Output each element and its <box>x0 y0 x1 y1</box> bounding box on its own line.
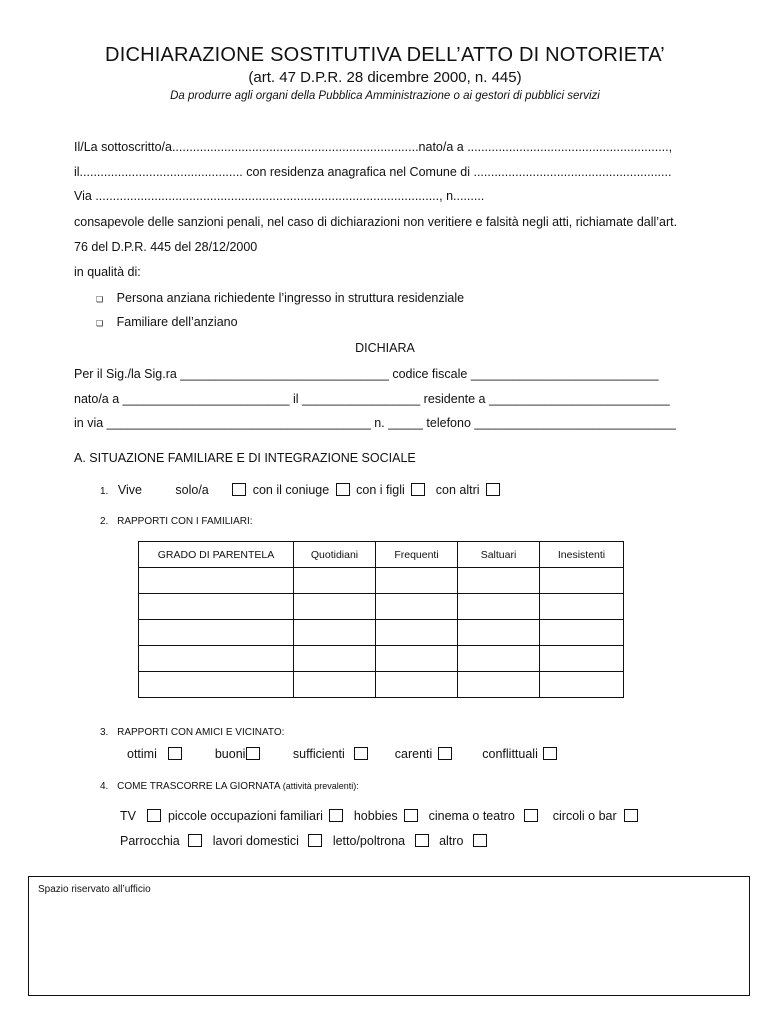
checkbox-bullet-icon[interactable]: ❑ <box>96 319 104 328</box>
item-4-label-suffix: (attività prevalenti): <box>282 781 359 791</box>
table-cell[interactable] <box>294 568 376 594</box>
declares-line-birth[interactable]: nato/a a ________________________ il _________________ residente a __________________________ <box>74 392 670 406</box>
table-cell[interactable] <box>376 568 458 594</box>
checkbox-tv[interactable] <box>147 809 161 822</box>
table-cell[interactable] <box>139 672 294 698</box>
option-elderly-label: Persona anziana richiedente l’ingresso in struttura residenziale <box>116 291 465 305</box>
checkbox-parish[interactable] <box>188 834 202 847</box>
table-cell[interactable] <box>540 568 624 594</box>
item-number: 2. <box>100 516 109 527</box>
checkbox-children[interactable] <box>411 483 425 496</box>
checkbox-housework[interactable] <box>308 834 322 847</box>
table-cell[interactable] <box>458 620 540 646</box>
table-cell[interactable] <box>294 672 376 698</box>
item-3-label-row <box>100 727 284 738</box>
table-row <box>139 646 624 672</box>
table-cell[interactable] <box>458 568 540 594</box>
option-bed-label: letto/poltrona <box>332 834 406 848</box>
option-spouse-label: con il coniuge <box>252 483 330 497</box>
option-parish-label: Parrocchia <box>120 834 180 848</box>
item-number: 4. <box>100 781 109 792</box>
checkbox-bed[interactable] <box>415 834 429 847</box>
table-cell[interactable] <box>458 594 540 620</box>
table-cell[interactable] <box>294 594 376 620</box>
checkbox-good[interactable] <box>246 747 260 760</box>
item-3-label: RAPPORTI CON AMICI E VICINATO: <box>117 727 285 738</box>
table-header: GRADO DI PARENTELA <box>139 542 294 568</box>
table-cell[interactable] <box>458 672 540 698</box>
item-4-row-2 <box>120 834 490 848</box>
table-row <box>139 672 624 698</box>
option-others-label: con altri <box>435 483 480 497</box>
checkbox-conflict[interactable] <box>543 747 557 760</box>
item-2-label: RAPPORTI CON I FAMILIARI: <box>117 516 253 527</box>
declares-heading: DICHIARA <box>355 341 415 355</box>
checkbox-cinema[interactable] <box>524 809 538 822</box>
page-title: DICHIARAZIONE SOSTITUTIVA DELL’ATTO DI NOTORIETA’ <box>105 44 665 66</box>
item-4-label-row <box>100 781 359 792</box>
checkbox-hobbies[interactable] <box>404 809 418 822</box>
option-family-tasks-label: piccole occupazioni familiari <box>167 809 323 823</box>
item-4-row-1 <box>120 809 641 823</box>
option-alone-label: solo/a <box>175 483 209 497</box>
option-other-label: altro <box>439 834 464 848</box>
page-subtitle: (art. 47 D.P.R. 28 dicembre 2000, n. 445) <box>248 69 522 86</box>
table-header: Inesistenti <box>540 542 624 568</box>
checkbox-club[interactable] <box>624 809 638 822</box>
table-cell[interactable] <box>540 646 624 672</box>
table-cell[interactable] <box>294 646 376 672</box>
table-cell[interactable] <box>139 646 294 672</box>
item-4-label: COME TRASCORRE LA GIORNATA <box>117 781 280 792</box>
option-conflict-label: conflittuali <box>482 747 538 761</box>
table-cell[interactable] <box>139 620 294 646</box>
checkbox-excellent[interactable] <box>168 747 182 760</box>
checkbox-alone[interactable] <box>232 483 246 496</box>
checkbox-bullet-icon[interactable]: ❑ <box>96 295 104 304</box>
intro-line-aware: consapevole delle sanzioni penali, nel caso di dichiarazioni non veritiere e falsità negli atti, richiamate dall’art. <box>74 215 678 229</box>
item-number: 1. <box>100 486 109 497</box>
table-cell[interactable] <box>540 672 624 698</box>
option-tv-label: TV <box>120 809 136 823</box>
option-club-label: circoli o bar <box>552 809 617 823</box>
checkbox-poor[interactable] <box>438 747 452 760</box>
option-relative[interactable] <box>96 315 238 329</box>
option-hobbies-label: hobbies <box>353 809 398 823</box>
item-3-options <box>127 747 560 761</box>
option-good-label: buoni <box>214 747 246 761</box>
table-cell[interactable] <box>294 620 376 646</box>
family-relations-table <box>138 541 624 698</box>
option-excellent-label: ottimi <box>127 747 157 761</box>
intro-line-address[interactable]: Via ..................................................................................................., n......... <box>74 189 485 203</box>
option-housework-label: lavori domestici <box>212 834 299 848</box>
option-elderly[interactable] <box>96 291 464 305</box>
checkbox-others[interactable] <box>486 483 500 496</box>
office-reserved-box[interactable] <box>28 876 750 996</box>
table-cell[interactable] <box>458 646 540 672</box>
table-cell[interactable] <box>139 568 294 594</box>
table-row <box>139 594 624 620</box>
table-header: Frequenti <box>376 542 458 568</box>
item-1-lives <box>100 483 503 497</box>
declares-line-street[interactable]: in via ______________________________________ n. _____ telefono _____________________________ <box>74 416 676 430</box>
checkbox-spouse[interactable] <box>336 483 350 496</box>
item-number: 3. <box>100 727 109 738</box>
table-cell[interactable] <box>376 620 458 646</box>
option-relative-label: Familiare dell’anziano <box>116 315 238 329</box>
table-row <box>139 568 624 594</box>
item-2-label-row <box>100 516 253 527</box>
option-sufficient-label: sufficienti <box>292 747 345 761</box>
option-poor-label: carenti <box>394 747 433 761</box>
intro-line-law: 76 del D.P.R. 445 del 28/12/2000 <box>74 240 258 254</box>
office-reserved-label: Spazio riservato all’ufficio <box>38 884 151 895</box>
table-cell[interactable] <box>540 594 624 620</box>
option-cinema-label: cinema o teatro <box>428 809 515 823</box>
intro-line-residence[interactable]: il............................................... con residenza anagrafica nel Comune di ......................................................... <box>74 165 672 179</box>
table-row <box>139 620 624 646</box>
item-1-lead: Vive <box>117 483 142 497</box>
option-children-label: con i figli <box>356 483 405 497</box>
page-note: Da produrre agli organi della Pubblica Amministrazione o ai gestori di pubblici servizi <box>170 90 600 102</box>
declares-line-person[interactable]: Per il Sig./la Sig.ra ______________________________ codice fiscale ___________________________ <box>74 367 659 381</box>
table-cell[interactable] <box>540 620 624 646</box>
table-header-row <box>139 542 624 568</box>
section-a-heading: A. SITUAZIONE FAMILIARE E DI INTEGRAZIONE SOCIALE <box>74 451 416 465</box>
intro-line-signatory[interactable]: Il/La sottoscritto/a.......................................................................nato/a a .........................................................., <box>74 140 673 154</box>
table-cell[interactable] <box>376 594 458 620</box>
table-header: Saltuari <box>458 542 540 568</box>
intro-line-capacity: in qualità di: <box>74 265 141 279</box>
checkbox-other[interactable] <box>473 834 487 847</box>
table-cell[interactable] <box>376 646 458 672</box>
table-cell[interactable] <box>139 594 294 620</box>
checkbox-sufficient[interactable] <box>354 747 368 760</box>
table-cell[interactable] <box>376 672 458 698</box>
table-header: Quotidiani <box>294 542 376 568</box>
checkbox-family-tasks[interactable] <box>329 809 343 822</box>
